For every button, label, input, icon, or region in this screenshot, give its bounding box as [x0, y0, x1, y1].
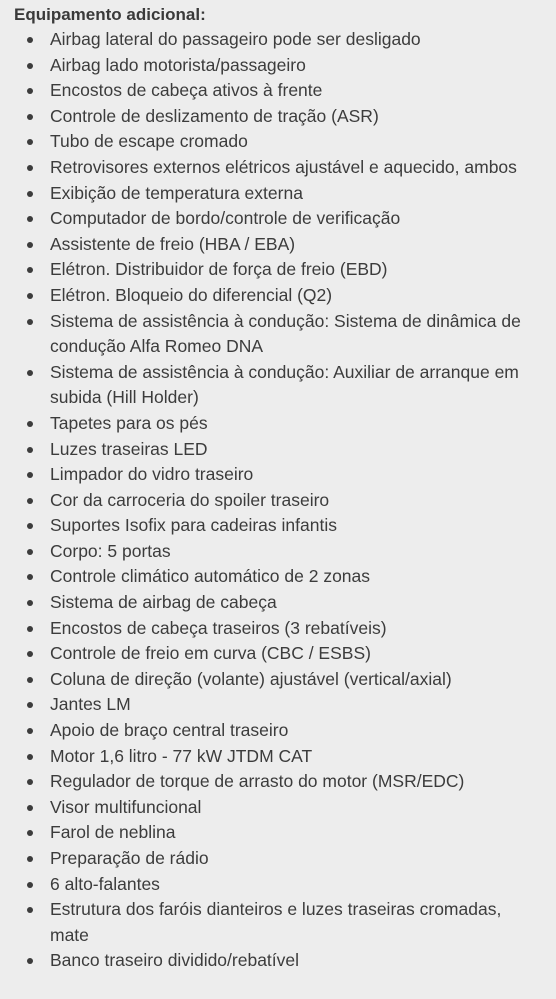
list-item-text: Computador de bordo/controle de verificação — [50, 208, 401, 229]
list-item-text: Airbag lateral do passageiro pode ser desligado — [50, 29, 421, 49]
list-item-text: Controle climático automático de 2 zonas — [50, 566, 371, 587]
bullet-icon — [27, 958, 33, 964]
bullet-icon — [27, 472, 33, 478]
bullet-icon — [27, 319, 33, 325]
bullet-icon — [27, 600, 33, 606]
bullet-icon — [27, 882, 33, 888]
list-item-text: Sistema de assistência à condução: Sistema de dinâmica de condução Alfa Romeo DNA — [50, 310, 521, 357]
list-item — [0, 564, 540, 590]
bullet-icon — [27, 574, 33, 580]
list-item — [0, 616, 540, 642]
section-title: Equipamento adicional: — [14, 5, 206, 24]
list-item — [0, 437, 540, 463]
list-item — [0, 488, 540, 514]
bullet-icon — [27, 267, 33, 273]
list-item-text: Jantes LM — [50, 694, 131, 715]
list-item-text: Motor 1,6 litro - 77 kW JTDM CAT — [50, 745, 313, 766]
bullet-icon — [27, 421, 33, 427]
list-item — [0, 78, 540, 104]
list-item-text: Banco traseiro dividido/rebatível — [50, 950, 300, 971]
list-item-text: Airbag lado motorista/passageiro — [50, 54, 306, 75]
list-item-text: Luzes traseiras LED — [50, 438, 208, 459]
bullet-icon — [27, 370, 33, 376]
bullet-icon — [27, 216, 33, 222]
list-item-text: Cor da carroceria do spoiler traseiro — [50, 489, 330, 510]
list-item-text: Encostos de cabeça traseiros (3 rebatíveis) — [50, 617, 387, 638]
bullet-icon — [27, 830, 33, 836]
list-item-text: Sistema de assistência à condução: Auxiliar de arranque em subida (Hill Holder) — [50, 361, 519, 408]
list-item — [0, 129, 540, 155]
list-item-text: Regulador de torque de arrasto do motor (MSR/EDC) — [50, 771, 465, 792]
list-item — [0, 795, 540, 821]
list-item-text: Encostos de cabeça ativos à frente — [50, 80, 323, 101]
list-item-text: Controle de deslizamento de tração (ASR) — [50, 105, 379, 126]
list-item — [0, 667, 540, 693]
list-item — [0, 513, 540, 539]
bullet-icon — [27, 88, 33, 94]
bullet-icon — [27, 114, 33, 120]
list-item — [0, 948, 540, 974]
list-item-text: Limpador do vidro traseiro — [50, 464, 254, 485]
list-item-text: Apoio de braço central traseiro — [50, 720, 289, 741]
list-item-text: Estrutura dos faróis dianteiros e luzes traseiras cromadas, mate — [50, 899, 502, 945]
bullet-icon — [27, 293, 33, 299]
list-item-text: Suportes Isofix para cadeiras infantis — [50, 515, 337, 536]
bullet-icon — [27, 626, 33, 632]
bullet-icon — [27, 805, 33, 811]
list-item-text: Assistente de freio (HBA / EBA) — [50, 233, 296, 254]
bullet-icon — [27, 702, 33, 708]
list-item-text: Controle de freio em curva (CBC / ESBS) — [50, 643, 371, 664]
bullet-icon — [27, 498, 33, 504]
list-item — [0, 692, 540, 718]
list-item — [0, 27, 540, 53]
list-item-text: Visor multifuncional — [50, 796, 202, 817]
list-item — [0, 257, 540, 283]
list-item — [0, 769, 540, 795]
equipment-list — [0, 27, 540, 974]
list-item — [0, 360, 540, 411]
list-item — [0, 897, 540, 948]
list-item — [0, 820, 540, 846]
bullet-icon — [27, 63, 33, 69]
list-item-text: 6 alto-falantes — [50, 873, 160, 894]
list-item-text: Preparação de rádio — [50, 848, 209, 868]
bullet-icon — [27, 677, 33, 683]
list-item-text: Tapetes para os pés — [50, 412, 208, 433]
bullet-icon — [27, 779, 33, 785]
bullet-icon — [27, 651, 33, 657]
list-item — [0, 232, 540, 258]
list-item-text: Coluna de direção (volante) ajustável (vertical/axial) — [50, 668, 452, 689]
list-item — [0, 53, 540, 79]
list-item-text: Corpo: 5 portas — [50, 540, 171, 561]
list-item — [0, 744, 540, 770]
list-item-text: Tubo de escape cromado — [50, 131, 248, 152]
bullet-icon — [27, 165, 33, 171]
list-item-text: Elétron. Bloqueio do diferencial (Q2) — [50, 284, 333, 305]
list-item-text: Elétron. Distribuidor de força de freio (EBD) — [50, 259, 388, 280]
list-item — [0, 155, 540, 181]
list-item-text: Sistema de airbag de cabeça — [50, 592, 277, 613]
bullet-icon — [27, 907, 33, 913]
bullet-icon — [27, 139, 33, 145]
bullet-icon — [27, 856, 33, 862]
bullet-icon — [27, 549, 33, 555]
bullet-icon — [27, 728, 33, 734]
bullet-icon — [27, 523, 33, 529]
list-item — [0, 539, 540, 565]
list-item — [0, 872, 540, 898]
list-item — [0, 718, 540, 744]
list-item — [0, 309, 540, 360]
list-item — [0, 590, 540, 616]
list-item — [0, 641, 540, 667]
list-item — [0, 411, 540, 437]
list-item-text: Exibição de temperatura externa — [50, 182, 303, 203]
bullet-icon — [27, 754, 33, 760]
bullet-icon — [27, 191, 33, 197]
list-item-text: Farol de neblina — [50, 822, 176, 843]
list-item — [0, 462, 540, 488]
list-item — [0, 181, 540, 207]
bullet-icon — [27, 37, 33, 43]
list-item-text: Retrovisores externos elétricos ajustável e aquecido, ambos — [50, 156, 517, 177]
bullet-icon — [27, 447, 33, 453]
list-item — [0, 104, 540, 130]
list-item — [0, 206, 540, 232]
list-item — [0, 283, 540, 309]
bullet-icon — [27, 242, 33, 248]
list-item — [0, 846, 540, 872]
